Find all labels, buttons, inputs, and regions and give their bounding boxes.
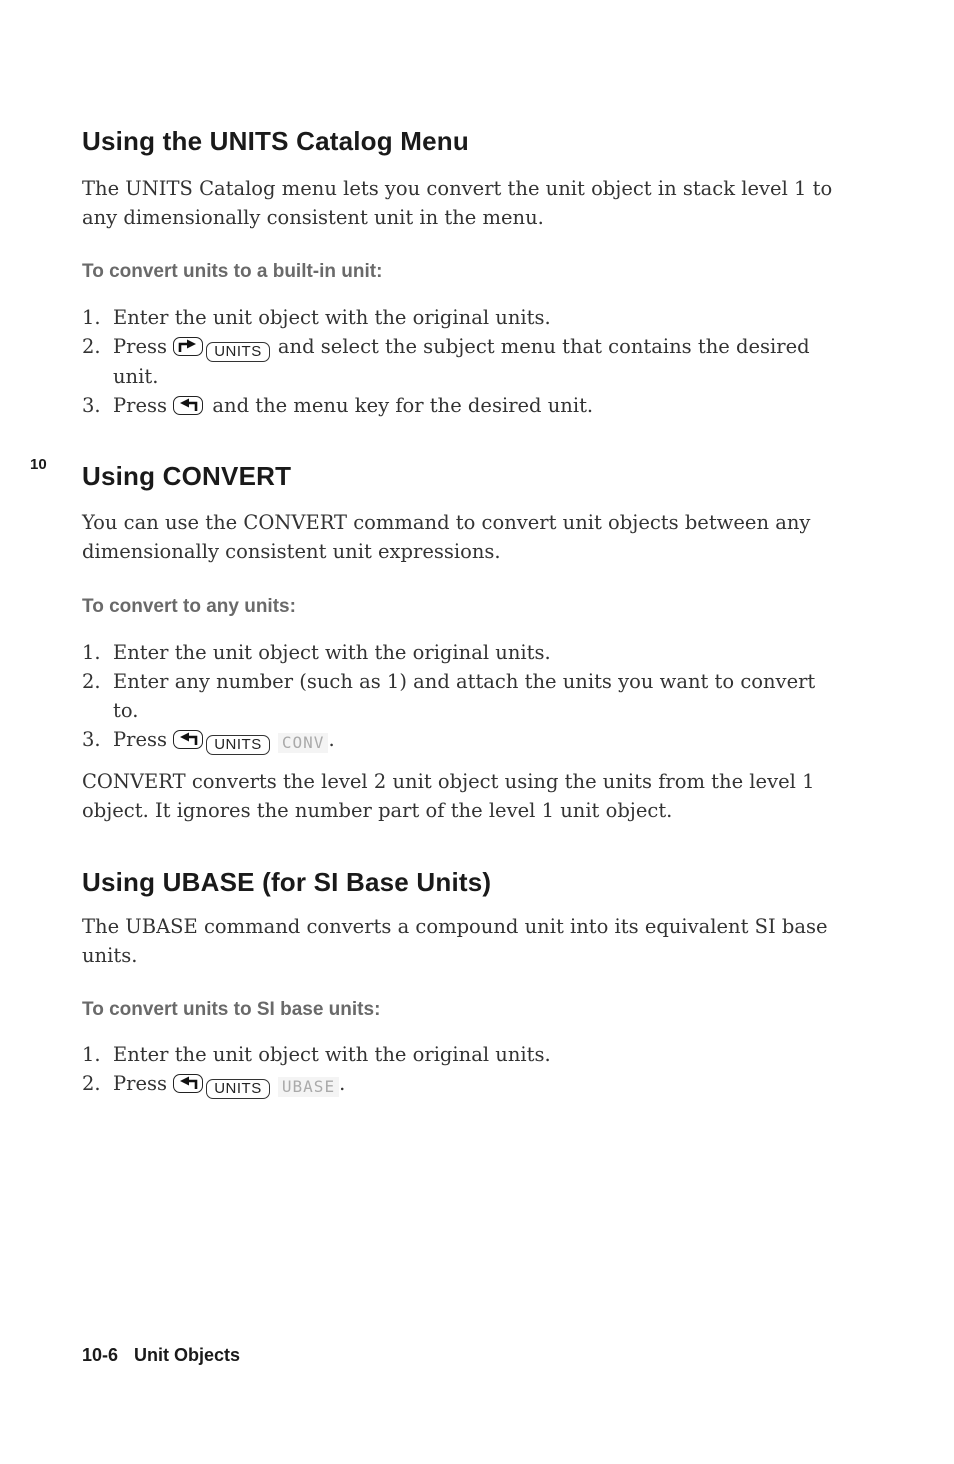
- step-number: 1.: [82, 1043, 101, 1066]
- step-number: 2.: [82, 1072, 101, 1095]
- left-shift-key-icon: [173, 396, 203, 415]
- list-item: [82, 1040, 842, 1069]
- step-text: Enter the unit object with the original units.: [113, 306, 551, 329]
- step-text: and the menu key for the desired unit.: [212, 394, 594, 417]
- section-heading-convert: Using CONVERT: [82, 461, 292, 491]
- step-text: Press: [113, 1072, 167, 1095]
- step-text: .: [339, 1072, 346, 1095]
- page-footer: [82, 1345, 240, 1366]
- section-paragraph: The UNITS Catalog menu lets you convert the unit object in stack level 1 to any dimensionally consistent unit in the menu.: [82, 177, 833, 229]
- units-key: UNITS: [206, 342, 270, 362]
- list-item: [82, 638, 842, 667]
- list-item: [82, 303, 842, 332]
- procedure-heading: To convert units to a built-in unit:: [82, 261, 383, 282]
- step-text: Press: [113, 335, 167, 358]
- step-number: 1.: [82, 641, 101, 664]
- chapter-title: Unit Objects: [134, 1345, 241, 1365]
- list-item: [82, 667, 842, 725]
- menu-key-conv: CONV: [278, 733, 329, 753]
- step-number: 2.: [82, 670, 101, 693]
- right-shift-key-icon: [173, 337, 203, 356]
- step-number: 3.: [82, 728, 101, 751]
- step-text: Enter the unit object with the original units.: [113, 1043, 551, 1066]
- list-item: [82, 391, 842, 420]
- step-number: 2.: [82, 335, 101, 358]
- section-paragraph: CONVERT converts the level 2 unit object using the units from the level 1 object. It ignores the number part of the level 1 unit object.: [82, 770, 815, 822]
- list-item: [82, 725, 842, 755]
- section-paragraph: You can use the CONVERT command to convert unit objects between any dimensionally consistent unit expressions.: [82, 511, 811, 563]
- step-list: [82, 638, 842, 755]
- procedure-heading: To convert to any units:: [82, 596, 296, 617]
- units-key: UNITS: [206, 735, 270, 755]
- procedure-heading: To convert units to SI base units:: [82, 999, 381, 1020]
- chapter-tab: 10: [30, 456, 47, 473]
- step-text: Enter any number (such as 1) and attach the units you want to convert to.: [113, 670, 816, 722]
- step-text: Press: [113, 394, 167, 417]
- section-heading-ubase: Using UBASE (for SI Base Units): [82, 867, 492, 897]
- menu-key-ubase: UBASE: [278, 1077, 339, 1097]
- section-paragraph: The UBASE command converts a compound unit into its equivalent SI base units.: [82, 915, 828, 967]
- step-text: .: [328, 728, 335, 751]
- step-text: Enter the unit object with the original units.: [113, 641, 551, 664]
- step-text: and select the subject menu that contains the desired unit.: [113, 335, 810, 388]
- left-shift-key-icon: [173, 1074, 203, 1093]
- step-number: 3.: [82, 394, 101, 417]
- page-number: 10-6: [82, 1345, 119, 1365]
- left-shift-key-icon: [173, 730, 203, 749]
- list-item: [82, 332, 842, 391]
- step-list: [82, 303, 842, 420]
- step-text: Press: [113, 728, 167, 751]
- step-number: 1.: [82, 306, 101, 329]
- section-heading-units-catalog: Using the UNITS Catalog Menu: [82, 126, 469, 156]
- list-item: [82, 1069, 842, 1099]
- step-list: [82, 1040, 842, 1099]
- units-key: UNITS: [206, 1079, 270, 1099]
